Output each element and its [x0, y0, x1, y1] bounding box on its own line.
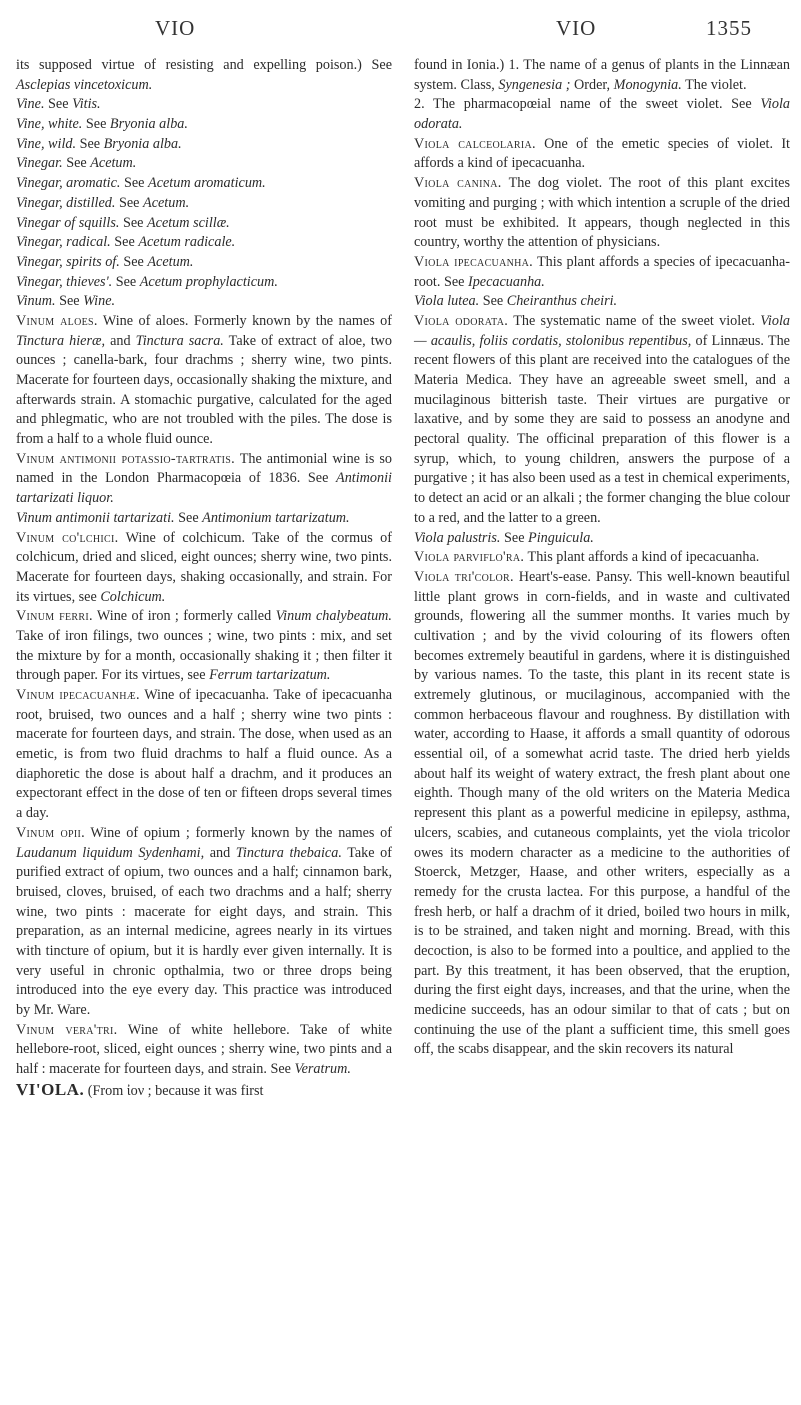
entry-text: 2. The pharmacopœial name of the sweet violet. See	[414, 96, 761, 113]
entry-text: See	[119, 253, 148, 270]
italic-text: Pinguicula.	[528, 529, 594, 546]
italic-text: Vine, white.	[16, 116, 83, 133]
dictionary-entry	[414, 253, 790, 292]
entry-text: found in Ionia.) 1. The name of a genus of plants in the Linnæan system. Class,	[414, 57, 790, 93]
entry-text: Take of purified extract of opium, two ounces and a half; cinnamon bark, bruised, cloves, bruised, of each two drachms and a half; sherry wine, two pints : macerate for eight days, and strain. This preparation, as an internal medicine, agrees nearly in its virtues with tincture of opium, but it is hardly ever given internally. It is very useful in chronic opthalmia, two or three drops being introduced into the eye every day. This practice was introduced by Mr. Ware.	[16, 844, 392, 1018]
dictionary-entry	[16, 194, 392, 214]
italic-text: Vinegar, radical.	[16, 234, 111, 251]
dictionary-entry	[16, 253, 392, 273]
entry-headword: Viola tri'color.	[414, 568, 514, 585]
entry-headword: Vinum opii.	[16, 824, 85, 841]
entry-text: See	[55, 293, 84, 310]
entry-text: See	[110, 234, 139, 251]
italic-text: Tinctura hieræ,	[16, 332, 106, 349]
entry-text: This plant affords a kind of ipecacuanha.	[524, 549, 760, 566]
italic-text: Cheiranthus cheiri.	[506, 293, 618, 310]
dictionary-entry	[414, 529, 790, 549]
dictionary-entry	[16, 273, 392, 293]
italic-text: Vinegar, spirits of.	[16, 253, 120, 270]
italic-text: Acetum.	[90, 155, 137, 172]
dictionary-entry	[16, 56, 392, 95]
entry-text: This plant affords a species of ipecacuanha-root. See	[414, 253, 790, 290]
italic-text: Viola palustris.	[414, 529, 501, 546]
dictionary-entry	[16, 686, 392, 824]
italic-text: Viola odorata.	[414, 96, 790, 133]
entry-headword: Vinum vera'tri.	[16, 1021, 118, 1038]
entry-text: One of the emetic species of violet. It affords a kind of ipecacuanha.	[414, 135, 790, 172]
page-number: 1355	[706, 16, 752, 40]
italic-text: Laudanum liquidum Sydenhami,	[16, 844, 205, 861]
dictionary-entry	[16, 1080, 392, 1102]
entry-headword: Vinum aloes.	[16, 312, 98, 329]
entry-text: The systematic name of the sweet violet.	[508, 312, 761, 329]
italic-text: Tinctura sacra.	[135, 332, 224, 349]
italic-text: Colchicum.	[100, 588, 166, 605]
italic-text: Acetum.	[143, 194, 190, 211]
entry-text: and	[105, 332, 136, 349]
entry-text: See	[82, 116, 110, 133]
italic-text: Acetum aromaticum.	[148, 175, 266, 192]
entry-text: Heart's-ease. Pansy. This well-known beautiful little plant grows in corn-fields, and in waste and cultivated grounds, flowering all the summer months. It varies much by cultivation ; and by the vivid colouring of its flowers often becomes extremely beautiful in gardens, where it is distinguished by various names. To the taste, this plant in its recent state is extremely glutinous, or mucilaginous, accompanied with the common herbaceous flavour and roughness. By distillation with water, according to Haase, it affords a small quantity of odorous essential oil, of a somewhat acrid taste. The dried herb yields about half its weight of watery extract, the fresh plant about one eighth. Though many of the old writers on the Materia Medica represent this plant as a powerful medicine in epilepsy, asthma, ulcers, scabies, and cutaneous complaints, yet the viola tricolor owes its modern character as a medicine to the authorities of Stoerck, Metzger, Haase, and other writers, especially as a remedy for the crusta lactea. For this purpose, a handful of the fresh herb, or half a drachm of it dried, boiled two hours in milk, is to be strained, and taken night and morning. Bread, with this decoction, is also to be formed into a poultice, and applied to the part. By this treatment, it has been observed, that the eruption, during the first eight days, increases, and that the urine, when the medicine succeeds, has an odour similar to that of cats ; but on continuing the use of the plant a sufficient time, this smell goes off, the scabs disappear, and the skin recovers its natural	[414, 568, 791, 1058]
dictionary-entry	[414, 312, 790, 529]
italic-text: Vinegar, distilled.	[16, 194, 116, 211]
entry-headword: Viola odorata.	[414, 312, 509, 329]
entry-text: Wine of iron ; formerly called	[92, 608, 276, 625]
entry-headword: Vinum co'lchici.	[16, 529, 119, 546]
entry-text: its supposed virtue of resisting and expelling poison.) See	[16, 57, 392, 73]
entry-text: of Linnæus. The recent flowers of this plant are received into the catalogues of the Materia Medica. They have an agreeable sweet smell, and a mucilaginous bitterish taste. Their virtues are purgative or laxative, and by some they are said to possess an anodyne and pectoral quality. The officinal preparation of this flower is a syrup, which, to young children, answers the purpose of a purgative ; it has also been used as a test in chemical experiments, to detect an acid or an alkali ; the former changing the blue colour to a red, and the latter to a green.	[414, 332, 790, 526]
italic-text: Bryonia alba.	[109, 116, 188, 133]
entry-text: Wine of white hellebore. Take of white hellebore-root, sliced, eight ounces ; sherry wine, two pints and a half : macerate for fourteen days, and strain. See	[16, 1021, 392, 1078]
italic-text: Vinegar of squills.	[16, 214, 120, 231]
italic-text: Tinctura thebaica.	[235, 844, 342, 861]
running-head-left: VIO	[155, 16, 196, 40]
entry-text: Wine of colchicum. Take of the cormus of colchicum, dried and sliced, eight ounces; sherry wine, two pints. Macerate for fourteen days, shaking occasionally, and strain. For its virtues, see	[16, 529, 392, 605]
italic-text: Veratrum.	[294, 1061, 351, 1078]
italic-text: Vinegar, aromatic.	[16, 175, 121, 192]
entry-text: Wine of aloes. Formerly known by the names of	[97, 312, 393, 329]
entry-headword: Vinum ipecacuanhæ.	[16, 687, 140, 703]
italic-text: Vine, wild.	[16, 135, 77, 152]
dictionary-entry	[16, 115, 392, 135]
entry-headword: VI'OLA.	[16, 1079, 85, 1099]
entry-headword: Viola parviflo'ra.	[414, 549, 525, 566]
italic-text: Acetum radicale.	[138, 234, 236, 251]
dictionary-entry	[414, 548, 790, 568]
entry-text: (From ἰον ; because it was first	[84, 1082, 264, 1099]
italic-text: Acetum prophylacticum.	[139, 273, 278, 290]
entry-headword: Vinum ferri.	[16, 608, 93, 625]
entry-text: The dog violet. The root of this plant excites vomiting and purging ; with which intention a scruple of the dried root must be exhibited. It appears, though neglected in this country, worthy the attention of physicians.	[414, 175, 790, 251]
dictionary-entry	[16, 292, 392, 312]
italic-text: Antimonium tartarizatum.	[202, 509, 350, 526]
entry-text: The violet.	[681, 76, 747, 93]
italic-text: Antimonii tartarizati liquor.	[16, 470, 392, 507]
entry-text: Wine of ipecacuanha. Take of ipecacuanha root, bruised, two ounces and a half ; sherry wine two pints : macerate for fourteen days, and strain. The dose, when used as an emetic, is from two fluid drachms to half a fluid ounce. As a diaphoretic the dose is about half a drachm, and it produces an expectorant effect in the dose of ten or fifteen drops several times a day.	[16, 687, 392, 822]
entry-headword: Viola calceolaria.	[414, 135, 536, 152]
dictionary-entry	[16, 233, 392, 253]
entry-text: The antimonial wine is so named in the London Pharmacopœia of 1836. See	[16, 450, 392, 487]
dictionary-entry	[16, 95, 392, 115]
dictionary-entry	[414, 292, 790, 312]
left-column	[16, 56, 392, 1101]
entry-text: See	[44, 96, 73, 113]
italic-text: Asclepias vincetoxicum.	[16, 76, 153, 93]
entry-text: See	[76, 135, 104, 152]
italic-text: Vinum.	[16, 293, 56, 310]
running-head-right: VIO	[556, 16, 597, 40]
entry-headword: Vinum antimonii potassio-tartratis.	[16, 450, 235, 467]
dictionary-entry	[16, 450, 392, 509]
dictionary-entry	[414, 568, 790, 1060]
entry-text: See	[500, 529, 529, 546]
italic-text: Vinum chalybeatum.	[275, 608, 392, 625]
italic-text: Bryonia alba.	[103, 135, 182, 152]
entry-text: See	[112, 273, 140, 290]
italic-text: Wine.	[83, 293, 116, 310]
italic-text: Vine.	[16, 96, 45, 113]
italic-text: Ferrum tartarizatum.	[209, 667, 331, 684]
italic-text: Vinegar, thieves'.	[16, 273, 113, 290]
entry-headword: Viola canina.	[414, 175, 502, 192]
italic-text: Acetum scillæ.	[146, 214, 230, 231]
entry-text: Take of iron filings, two ounces ; wine, two pints : mix, and set the mixture by for a month, occasionally shaking it ; then filter it through paper. For its virtues, see	[16, 627, 392, 684]
entry-headword: Viola ipecacuanha.	[414, 253, 534, 270]
italic-text: Vinegar.	[16, 155, 63, 172]
italic-text: Monogynia.	[613, 76, 682, 93]
dictionary-entry	[16, 135, 392, 155]
dictionary-entry	[414, 95, 790, 134]
dictionary-entry	[414, 56, 790, 95]
entry-text: See	[115, 194, 144, 211]
entry-text: See	[62, 155, 91, 172]
right-column	[414, 56, 790, 1060]
italic-text: Acetum.	[147, 253, 194, 270]
italic-text: Ipecacuanha.	[467, 273, 545, 290]
entry-text: and	[204, 844, 236, 861]
dictionary-entry	[16, 312, 392, 450]
entry-text: Wine of opium ; formerly known by the names of	[84, 824, 392, 841]
entry-text: Order,	[570, 76, 614, 93]
dictionary-entry	[16, 529, 392, 608]
dictionary-entry	[16, 214, 392, 234]
dictionary-entry	[414, 135, 790, 174]
entry-text: Take of extract of aloe, two ounces ; canella-bark, four drachms ; sherry wine, two pints. Macerate for fourteen days, occasionally shaking the mixture, and afterwards strain. A stomachic purgative, calculated for the aged and phlegmatic, who are not troubled with the piles. The dose is from a half to a whole fluid ounce.	[16, 332, 392, 448]
entry-text: See	[174, 509, 203, 526]
italic-text: Viola — acaulis, foliis cordatis, stolonibus repentibus,	[414, 312, 790, 349]
italic-text: Vinum antimonii tartarizati.	[16, 509, 175, 526]
italic-text: Viola lutea.	[414, 293, 480, 310]
dictionary-entry	[16, 824, 392, 1021]
dictionary-entry	[16, 607, 392, 686]
italic-text: Syngenesia ;	[498, 76, 571, 93]
dictionary-entry	[16, 509, 392, 529]
italic-text: Vitis.	[72, 96, 101, 113]
dictionary-entry	[16, 1021, 392, 1080]
entry-text: See	[120, 175, 149, 192]
dictionary-entry	[16, 154, 392, 174]
entry-text: See	[479, 293, 507, 310]
entry-text: See	[119, 214, 147, 231]
dictionary-entry	[414, 174, 790, 253]
dictionary-entry	[16, 174, 392, 194]
